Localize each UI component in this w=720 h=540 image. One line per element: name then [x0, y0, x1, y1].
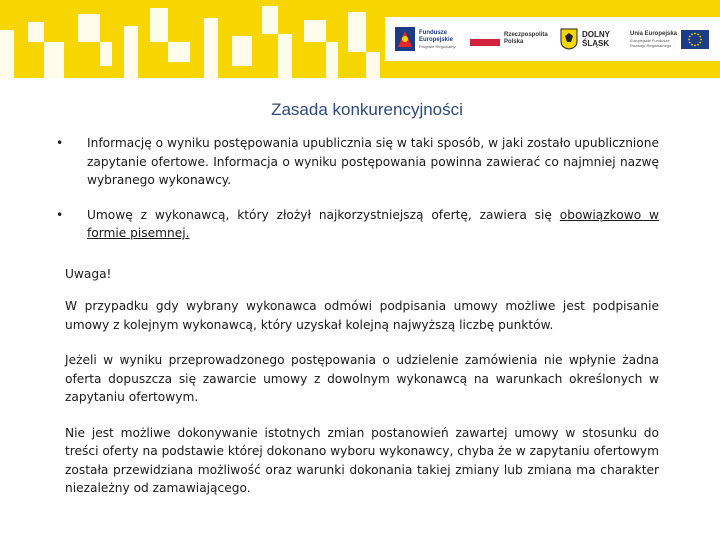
logo-line2: Europejskie — [419, 36, 454, 43]
dolny-slask-logo — [560, 24, 610, 54]
logo-line1: DOLNY — [582, 30, 610, 39]
decorative-square — [0, 30, 14, 78]
rzeczpospolita-polska-logo — [470, 24, 548, 54]
content-body — [56, 134, 659, 515]
paragraph: W przypadku gdy wybrany wykonawca odmówi podpisania umowy możliwe jest podpisanie umowy z kolejnym wykonawcą, który uzyskał kolejną najwyższą liczbę punktów. — [65, 299, 659, 332]
bullet-item — [56, 134, 659, 190]
bullet-text-underlined: obowiązkowo w formie pisemnej. — [87, 207, 659, 240]
decorative-square — [150, 8, 168, 42]
bullet-marker: • — [56, 136, 64, 150]
polish-flag-icon — [470, 32, 500, 46]
logo-sub: Europejskie Fundusze — [630, 37, 670, 43]
decorative-square — [168, 42, 190, 62]
page-title: Zasada konkurencyjności — [271, 100, 463, 119]
logo-line2: Polska — [504, 39, 524, 45]
note-heading: Uwaga! — [65, 266, 112, 281]
decorative-square — [232, 36, 252, 66]
decorative-square — [326, 42, 338, 78]
decorative-square — [262, 6, 278, 34]
unia-europejska-logo — [630, 24, 709, 54]
paragraph: Jeżeli w wyniku przeprowadzonego postępowania o udzielenie zamówienia nie wpłynie żadna oferta dopuszcza się zawarcie umowy z dowolnym wykonawcą na warunkach określonych w zapytaniu ofertowym. — [65, 353, 659, 404]
eagle-crest-icon — [560, 28, 578, 50]
decorative-square — [304, 20, 326, 42]
logo-sub: Rozwoju Regionalnego — [630, 42, 672, 48]
bullet-text: Umowę z wykonawcą, który złożył najkorzystniejszą ofertę, zawiera się — [87, 207, 560, 222]
decorative-square — [124, 26, 138, 78]
logo-bar — [385, 17, 720, 61]
fundusze-europejskie-logo — [395, 24, 455, 54]
bullet-marker: • — [56, 207, 64, 222]
decorative-square — [348, 12, 366, 52]
bullet-text: Informację o wyniku postępowania upublicznia się w taki sposób, w jaki zostało upublicznione zapytanie ofertowe. Informacja o wyniku postępowania powinna zawierać co najmniej nazwę wybranego wykonawcy. — [87, 136, 659, 187]
decorative-square — [28, 22, 44, 42]
decorative-square — [204, 18, 218, 78]
logo-line1: Rzeczpospolita — [504, 32, 548, 38]
decorative-square — [100, 42, 112, 66]
decorative-square — [78, 14, 100, 42]
logo-line2: ŚLĄSK — [582, 39, 610, 48]
logo-sub: Program Regionalny — [419, 43, 456, 49]
fundusze-europejskie-icon — [395, 27, 415, 51]
eu-flag-icon — [681, 30, 709, 49]
header-banner — [0, 0, 720, 78]
logo-line1: Fundusze — [419, 29, 447, 36]
logo-line1: Unia Europejska — [630, 30, 678, 37]
decorative-square — [278, 34, 292, 78]
decorative-square — [366, 52, 380, 78]
decorative-square — [44, 42, 64, 78]
bullet-item — [56, 206, 659, 243]
paragraph: Nie jest możliwe dokonywanie istotnych zmian postanowień zawartej umowy w stosunku do treści oferty na podstawie której dokonano wyboru wykonawcy, chyba że w zapytaniu ofertowym została przewidziana możliwość oraz warunki dokonania takiej zmiany lub zmiana ma charakter niezależny od zamawiającego. — [65, 425, 659, 495]
